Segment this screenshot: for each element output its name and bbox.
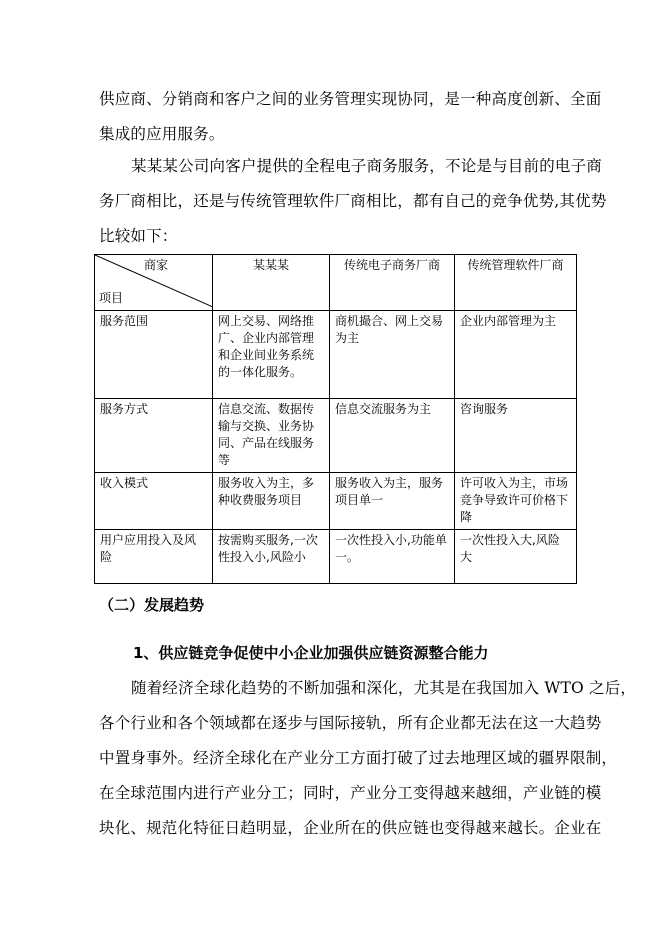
intro-line: 供应商、分销商和客户之间的业务管理实现协同，是一种高度创新、全面 xyxy=(99,90,602,108)
table-row xyxy=(95,311,577,399)
table-row xyxy=(95,399,577,473)
body-line: 随着经济全球化趋势的不断加强和深化，尤其是在我国加入 WTO 之后， xyxy=(131,679,637,697)
row-label: 收入模式 xyxy=(95,473,213,530)
column-header: 传统电子商务厂商 xyxy=(330,255,455,311)
column-header: 传统管理软件厂商 xyxy=(455,255,577,311)
subsection-heading: 1、供应链竞争促使中小企业加强供应链资源整合能力 xyxy=(133,644,489,662)
body-line: 块化、规范化特征日趋明显，企业所在的供应链也变得越来越长。企业在 xyxy=(99,819,602,837)
table-cell: 一次性投入小,功能单一。 xyxy=(330,530,455,584)
intro-paragraph-start: 某某某公司向客户提供的全程电子商务服务，不论是与目前的电子商 xyxy=(131,157,603,175)
row-label: 用户应用投入及风险 xyxy=(95,530,213,584)
table-cell: 商机撮合、网上交易为主 xyxy=(330,311,455,399)
corner-label-item: 项目 xyxy=(99,291,124,305)
body-line: 各个行业和各个领域都在逐步与国际接轨，所有企业都无法在这一大趋势 xyxy=(99,714,602,732)
body-line: 在全球范围内进行产业分工；同时，产业分工变得越来越细，产业链的模 xyxy=(99,784,602,802)
table-cell: 信息交流、数据传输与交换、业务协同、产品在线服务等 xyxy=(213,399,330,473)
diagonal-header-cell xyxy=(95,255,213,311)
body-line: 中置身事外。经济全球化在产业分工方面打破了过去地理区域的疆界限制， xyxy=(99,749,618,767)
row-label: 服务范围 xyxy=(95,311,213,399)
intro-line: 务厂商相比，还是与传统管理软件厂商相比，都有自己的竞争优势,其优势 xyxy=(99,192,607,210)
table-cell: 信息交流服务为主 xyxy=(330,399,455,473)
table-row xyxy=(95,530,577,584)
table-cell: 咨询服务 xyxy=(455,399,577,473)
table-cell: 许可收入为主，市场竞争导致许可价格下降 xyxy=(455,473,577,530)
table-cell: 一次性投入大,风险大 xyxy=(455,530,577,584)
table-cell: 网上交易、网络推广、企业内部管理和企业间业务系统的一体化服务。 xyxy=(213,311,330,399)
intro-line: 集成的应用服务。 xyxy=(99,125,225,143)
table-cell: 企业内部管理为主 xyxy=(455,311,577,399)
row-label: 服务方式 xyxy=(95,399,213,473)
corner-label-vendor: 商家 xyxy=(143,258,168,272)
table-row xyxy=(95,473,577,530)
table-cell: 服务收入为主，多种收费服务项目 xyxy=(213,473,330,530)
table-cell: 按需购买服务,一次性投入小,风险小 xyxy=(213,530,330,584)
comparison-table xyxy=(94,254,577,584)
table-header-row xyxy=(95,255,577,311)
table-cell: 服务收入为主，服务项目单一 xyxy=(330,473,455,530)
intro-line: 比较如下： xyxy=(99,227,178,245)
section-heading: （二）发展趋势 xyxy=(99,596,205,614)
column-header: 某某某 xyxy=(213,255,330,311)
